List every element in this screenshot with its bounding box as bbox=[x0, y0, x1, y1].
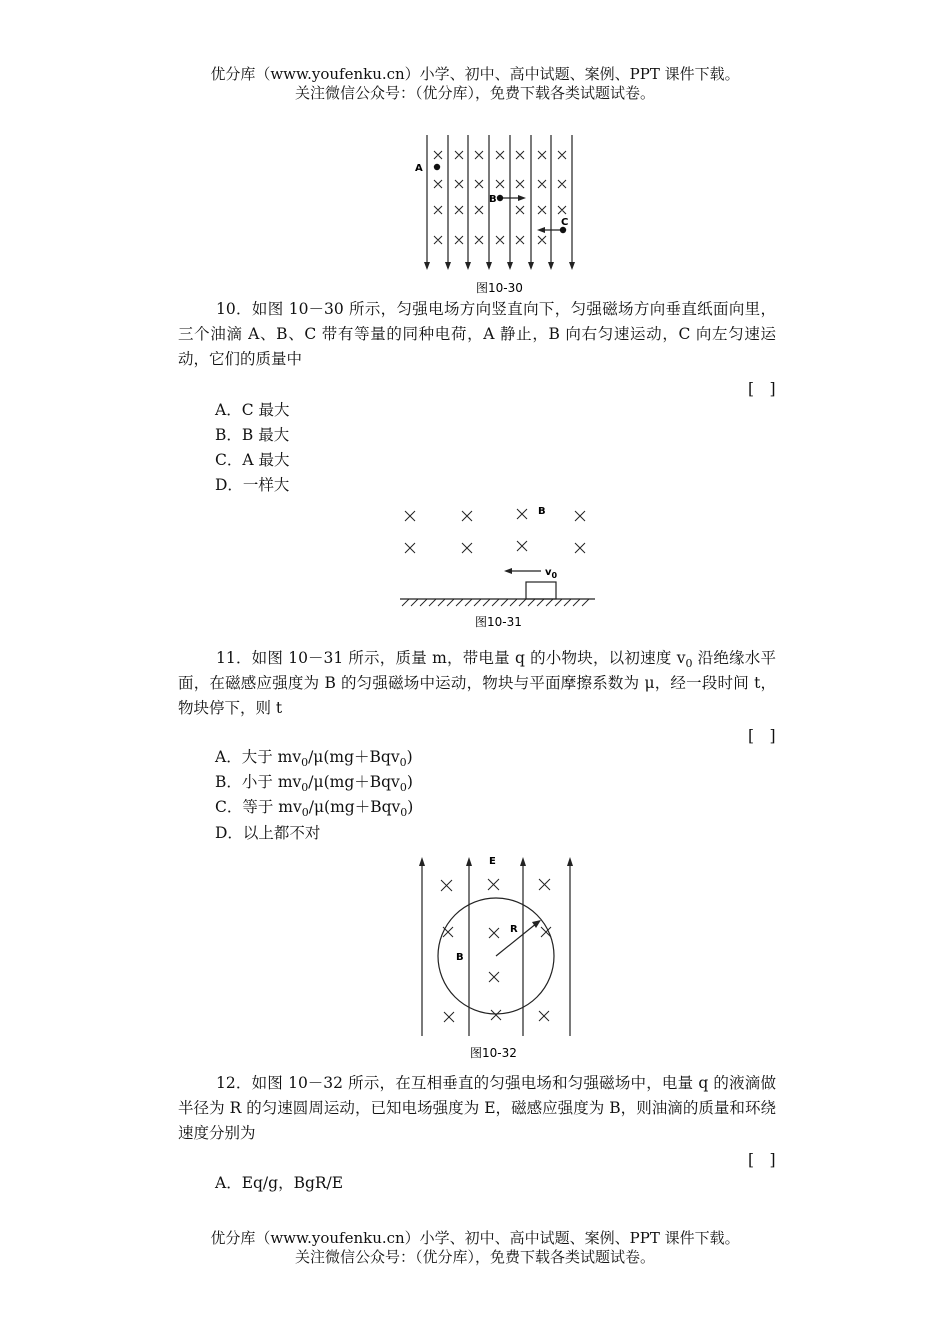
droplet-c-label: C bbox=[561, 217, 569, 228]
question-10-option-c: C．A 最大 bbox=[215, 451, 290, 469]
radius-label: R bbox=[510, 924, 518, 935]
question-11-text-subscript: 0 bbox=[685, 657, 693, 670]
insulating-ground bbox=[400, 599, 595, 606]
question-11-option-a: A．大于 $mv_0/\mu(mg+Bqv_0)$ bbox=[215, 748, 413, 769]
droplet-b bbox=[489, 194, 526, 205]
magnetic-field-cross-marks bbox=[441, 879, 551, 1022]
question-12-text: 12．如图 10－32 所示，在互相垂直的匀强电场和匀强磁场中，电量 q 的液滴做半径为 R 的匀速圆周运动，已知电场强度为 E，磁感应强度为 B，则油滴的质量和环绕速度分别为 bbox=[178, 1074, 776, 1142]
question-11-text-end: 沿绝缘水平面，在磁感应强度为 B 的匀强磁场中运动，物块与平面摩擦系数为 μ，经一段时间 t，物块停下，则 t bbox=[178, 649, 776, 717]
droplet-a bbox=[415, 163, 440, 174]
droplet-b-label: B bbox=[489, 194, 497, 205]
question-10-text: 10．如图 10－30 所示，匀强电场方向竖直向下，匀强磁场方向垂直纸面向里，三个油滴 A、B、C 带有等量的同种电荷，A 静止，B 向右匀速运动，C 向左匀速运动，它们的质量中 bbox=[178, 300, 776, 368]
figure-10-31-diagram bbox=[395, 500, 605, 632]
question-10-answer-bracket: [ ] bbox=[748, 380, 776, 398]
droplet-a-label: A bbox=[415, 163, 423, 174]
question-11 bbox=[178, 646, 776, 721]
figure-10-30-diagram bbox=[410, 130, 580, 298]
figure-10-32-caption: 图10-32 bbox=[470, 1046, 517, 1060]
question-11-option-c: C．等于 $mv_0/\mu(mg+Bqv_0)$ bbox=[215, 798, 414, 819]
question-11-option-d: D．以上都不对 bbox=[215, 824, 321, 842]
figure-10-32 bbox=[410, 848, 590, 1064]
question-10-option-a: A．C 最大 bbox=[215, 401, 290, 419]
field-b-label: B bbox=[538, 506, 546, 517]
footer-line-1: 优分库（www.youfenku.cn）小学、初中、高中试题、案例、PPT 课件下载。 bbox=[210, 1229, 740, 1247]
question-12-option-a: A．Eq/g，BgR/E bbox=[215, 1174, 344, 1192]
velocity-label: v bbox=[545, 567, 552, 578]
figure-10-32-diagram bbox=[410, 848, 590, 1064]
figure-10-30 bbox=[410, 130, 580, 298]
field-e-label: E bbox=[489, 856, 496, 867]
question-12-answer-bracket: [ ] bbox=[748, 1151, 776, 1169]
header-line-2: 关注微信公众号：（优分库），免费下载各类试题试卷。 bbox=[294, 84, 655, 102]
figure-10-31 bbox=[395, 500, 605, 632]
question-11-answer-bracket: [ ] bbox=[748, 727, 776, 745]
footer-line-2: 关注微信公众号：（优分库），免费下载各类试题试卷。 bbox=[294, 1248, 655, 1266]
radius-arrow bbox=[496, 920, 541, 956]
question-10 bbox=[178, 297, 776, 372]
figure-10-30-caption: 图10-30 bbox=[476, 281, 523, 295]
header-line-1: 优分库（www.youfenku.cn）小学、初中、高中试题、案例、PPT 课件下载。 bbox=[210, 65, 740, 83]
electric-field-lines bbox=[419, 857, 573, 1036]
velocity-subscript: 0 bbox=[551, 571, 558, 580]
droplet-c bbox=[537, 217, 568, 233]
velocity-arrow bbox=[504, 567, 558, 580]
magnetic-field-cross-marks bbox=[405, 509, 585, 553]
field-b-label: B bbox=[456, 952, 464, 963]
question-11-option-b: B．小于 $mv_0/\mu(mg+Bqv_0)$ bbox=[215, 773, 413, 794]
question-10-option-b: B．B 最大 bbox=[215, 426, 290, 444]
small-block bbox=[526, 582, 556, 599]
question-11-text-start: 11．如图 10－31 所示，质量 m，带电量 q 的小物块，以初速度 v bbox=[216, 649, 686, 667]
figure-10-31-caption: 图10-31 bbox=[475, 615, 522, 629]
question-10-option-d: D．一样大 bbox=[215, 476, 290, 494]
svg-text:v0 bbox=[545, 567, 558, 580]
question-12 bbox=[178, 1071, 776, 1146]
